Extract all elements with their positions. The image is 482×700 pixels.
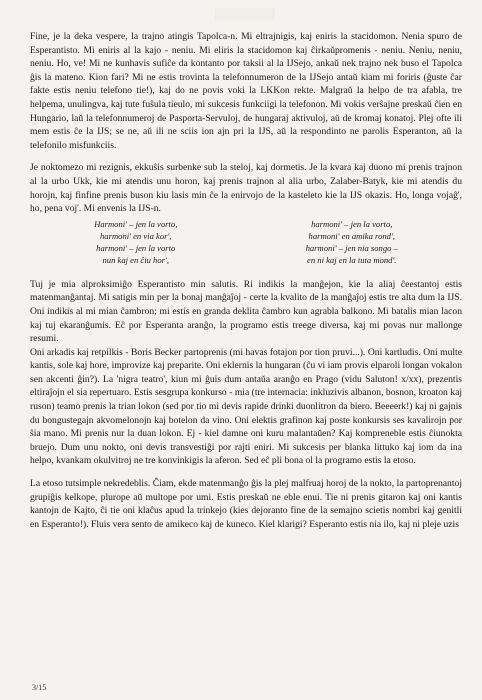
verse-line: en ni kaj en la tuta mond'. [307, 254, 397, 265]
verse-line: harmoni' en amika rond', [308, 230, 395, 241]
paragraph-program: Oni arkadis kaj retpilkis - Boris Becker partoprenis (mi havas fotajon por tion pruvi...). Oni kartludis. Oni multe kantis, sole kaj hore, improvize kaj preparite. Oni eklernis la hungaran (ĉu vi iam provis elparoli longan vokalon sen akcenti ĝin?). La 'nigra teatro', kiun mi ĝuis dum antaŭa aranĝo en Prago (vidu Saluton! x/xx), prezentis eltiraĵojn el sia repertuaro. Estis sesgrupa konkurso - mia (tre internacia: inkluzivis albanon, bosnon, kroaton kaj ruson) teamo prenis la trian lokon (sed por tio mi devis rapide drinki duonlitron da biero. Beeeerk!) kaj ni gajnis du bongustegajn akvomelonojn kaj botelon da vino. Oni elektis grafinon kaj poste konkursis ses kavalirojn por ŝia mano. Mi prenis nur la duan lokon. Ej - kiel damne oni kuru malantaŭen? Kaj kompreneble estis ĉiunokta bruejo. Dum unu nokto, oni devis transvestiĝi por rajti eniri. Mi sukcesis per blanka littuko kaj iom da ina helpo, kvankam okulvitroj ne tre konvinkigis la aferon. Sed eĉ pli bona ol la programo estis la etoso. [30, 346, 462, 467]
verse-line: harmoni' – jen la vorto, [311, 218, 393, 229]
page-number: 3/15 [32, 683, 47, 692]
verse-left [94, 218, 177, 266]
paragraph-breakfast: Tuj je mia alproksimiĝo Esperantisto min salutis. Ri indikis la manĝejon, kie la aliaj ĉeestantoj estis matenmanĝantaj. Mi satigis min per la bonaj manĝaĵoj - certe la kvalito de la manĝaĵoj estis tre alta dum la IJS. Oni indikis al mi mian ĉambron; mi estis en granda deklita ĉambro kun agrabla balkono. Mi batalis mian lacon kaj tuj ekaranĝumis. Eĉ por Esperanta aranĝo, la programo estis treege diversa, kaj mi povas nur mallonge resumi. [30, 278, 462, 345]
verse-line: harmoni' – jen la vorto [96, 242, 176, 253]
verse-right [306, 218, 398, 266]
verse-line: Harmoni' – jen la vorto, [94, 218, 178, 229]
verse-line: nun kaj en ĉiu hor', [102, 254, 169, 265]
paragraph-night: Je noktomezo mi rezignis, ekkuŝis surbenke sub la steloj, kaj dormetis. Je la kvara kaj duono mi prenis trajnon al la urbo Ukk, kie mi atendis unu horon, kaj prenis trajnon al alia urbo, Zalaber-Batyk, kie mi atendis du horojn, kaj finfine prenis buson kiu lasis min ĉe la enirvojo de la kasteleto kie la IJS okazis. Ho, longa vojaĝ', ho, pena voj'. Mi envenis la IJS-n. [30, 162, 462, 215]
verse-line: harmoni' – jen nia songo – [305, 242, 398, 253]
verse-line: harmoni' en via kor', [100, 230, 172, 241]
paragraph-arrival: Fine, je la deka vespere, la trajno atingis Tapolca-n. Mi eltrajnigis, kaj eniris la stacidomon. Nenia spuro de Esperantisto. Mi eniris al la kajo - neniu. Mi eliris la stacidomon kaj ĉirkaŭpromenis - neniu. Neniu, neniu, neniu. Ho, ve! Mi ne kunhavis sufiĉe da kontanto por taksii al la IJSejo, ankaŭ nek trajno nek buso el Tapolca ĝis la mateno. Kion fari? Mi ne estis trovinta la telefonnumeron de la IJSejo antaŭ kiam mi foriris (ĝuste ĉar fakte estis neniu telefono tie!), kaj do ne povis voki la LKKon rekte. Malgraŭ la helpo de tra afabla, tre helpema, unulingva, kaj tute fuŝula tieulo, mi sukcesis funkciigi la telefonon. Mi vokis verŝajne preskaŭ ĉien en Hungario, laŭ la telefonnumeroj de Pasporta-Servuloj, de hungaraj aktivuloj, aŭ de kromaj konatoj. Plej ofte ili mem estis ĉe la IJS; se ne, aŭ ili ne sciis ion ajn pri la IJS, aŭ la respondinto ne parolis Esperanton, aŭ la telefonilo misfunkciis. [30, 31, 462, 151]
paragraph-atmosphere: La etoso tutsimple nekredeblis. Ĉiam, ekde matenmanĝo ĝis la plej malfruaj horoj de la nokto, la partoprenantoj grupiĝis kelkope, plurope aŭ multope por umi. Estis preskaŭ ne eble enui. Tie ni prenis gitaron kaj oni kantis kantojn de Kajto, ĉi tie oni klaĉus apud la trinkejo (kies dejoranto fine de la semajno scietis nombri kaj genitli en Esperanto!). Fluis vera sento de amikeco kaj de kuneco. Kiel klarigi? Esperanto estis nia ilo, kaj ni pleje uzis [30, 478, 462, 530]
bleed-through-mark [215, 8, 275, 20]
song-verses [30, 218, 462, 266]
document-page [30, 30, 462, 540]
